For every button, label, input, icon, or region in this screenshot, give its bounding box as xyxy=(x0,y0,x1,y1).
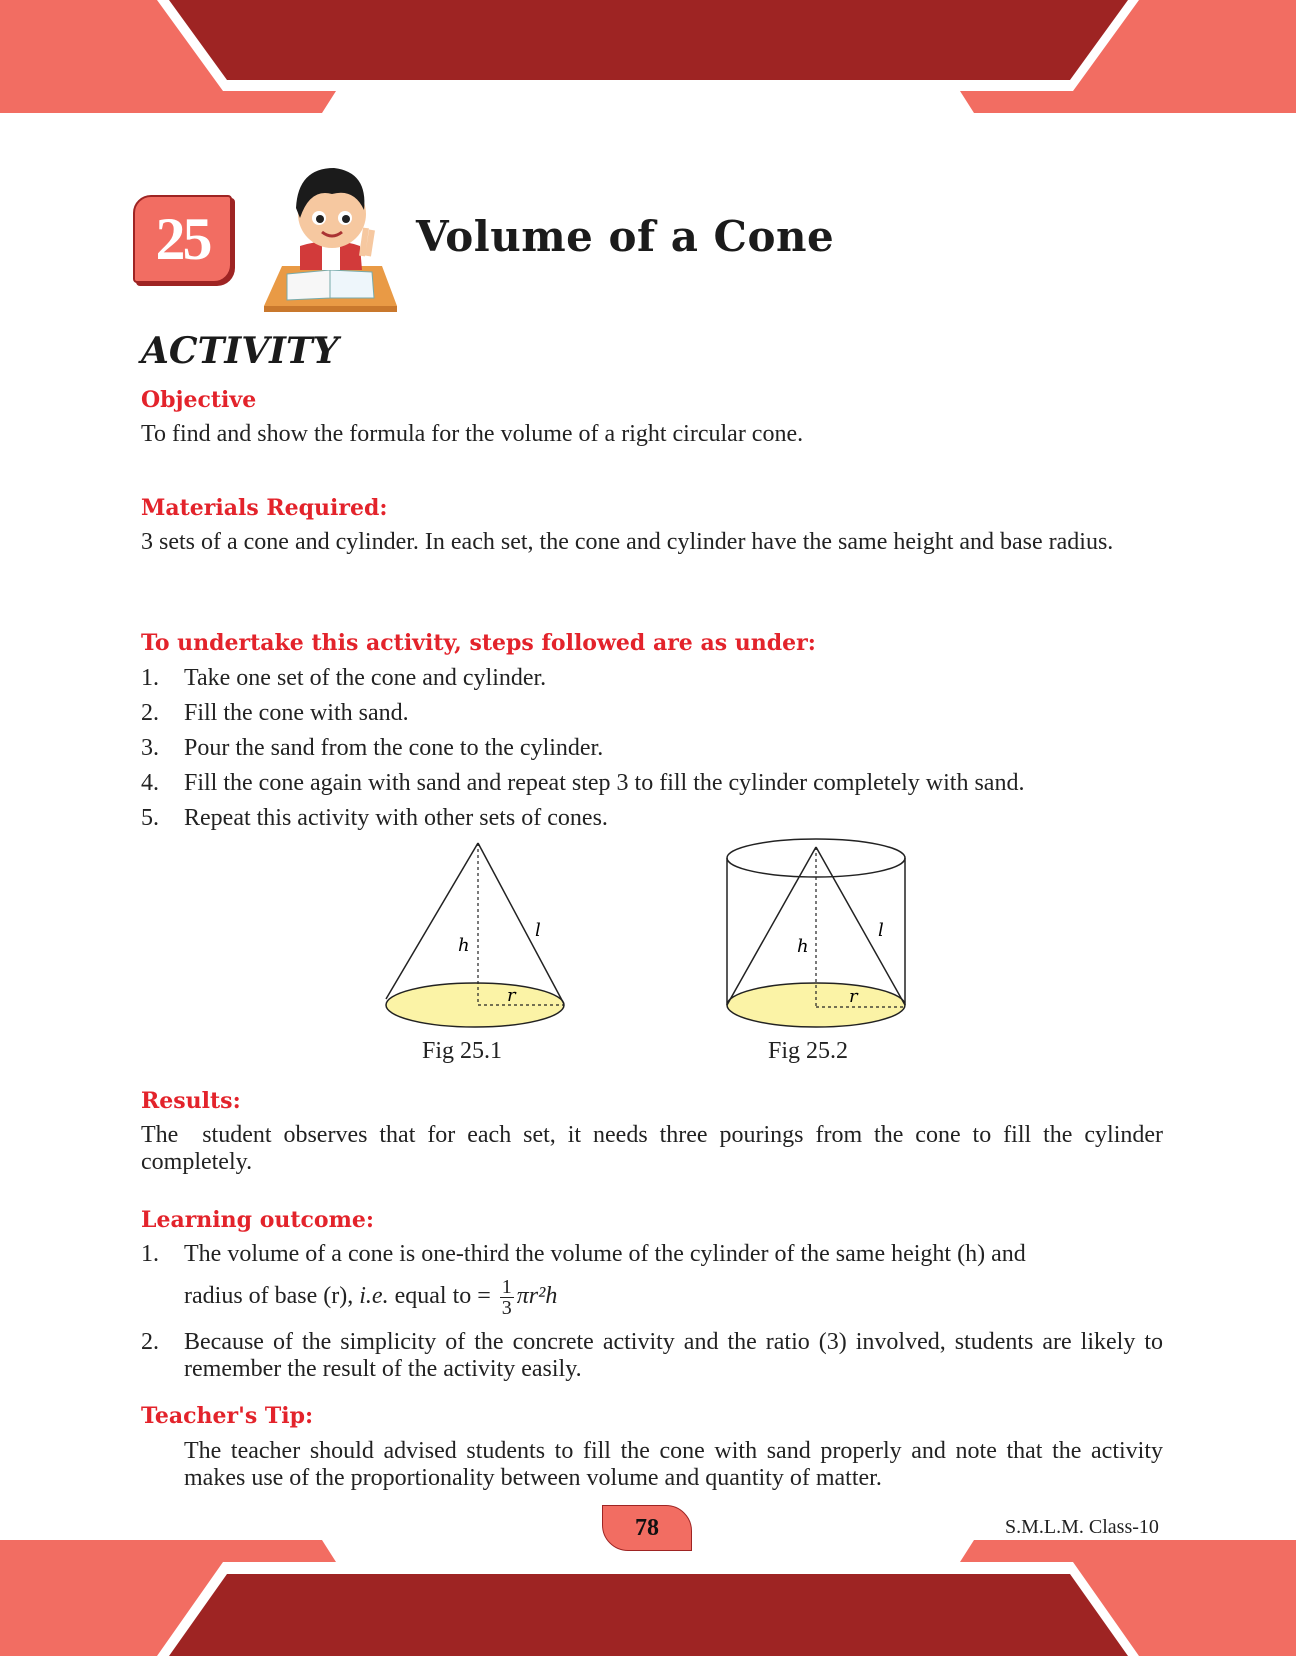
step-text: Pour the sand from the cone to the cylinder. xyxy=(184,735,604,761)
step-number: 4. xyxy=(141,770,159,796)
page-title: Volume of a Cone xyxy=(416,212,835,261)
results-text: The student observes that for each set, it needs three pourings from the cone to fill the cylinder completely. xyxy=(141,1122,1169,1175)
page-number: 78 xyxy=(602,1505,692,1551)
item-number: 2. xyxy=(141,1329,159,1355)
item-number: 1. xyxy=(141,1241,159,1267)
fraction-numerator: 1 xyxy=(501,1276,512,1298)
steps-heading: To undertake this activity, steps followed are as under: xyxy=(141,630,816,656)
top-banner xyxy=(0,0,1296,115)
fraction-denominator: 3 xyxy=(501,1297,512,1319)
tip-text: The teacher should advised students to fill the cone with sand properly and note that the activity makes use of the proportionality between volume and quantity of matter. xyxy=(184,1438,1163,1491)
figure-caption: Fig 25.1 xyxy=(422,1038,503,1064)
learning-heading: Learning outcome: xyxy=(141,1207,374,1233)
step-number: 2. xyxy=(141,700,159,726)
book-name: S.M.L.M. Class-10 xyxy=(1005,1516,1159,1538)
learning-text: Because of the simplicity of the concrete activity and the ratio (3) involved, students are likely to remember the result of the activity easily. xyxy=(184,1329,1163,1382)
step-text: Repeat this activity with other sets of cones. xyxy=(184,805,608,831)
formula-prefix: radius of base (r), xyxy=(184,1283,360,1310)
materials-text: 3 sets of a cone and cylinder. In each set, the cone and cylinder have the same height and base radius. xyxy=(141,529,1114,555)
slant-label: l xyxy=(535,920,541,941)
height-label: h xyxy=(797,936,809,957)
slant-label: l xyxy=(878,920,884,941)
formula: πr²h xyxy=(516,1283,558,1310)
step-text: Fill the cone again with sand and repeat step 3 to fill the cylinder completely with sand. xyxy=(184,770,1025,796)
learning-line: The volume of a cone is one-third the volume of the cylinder of the same height (h) and xyxy=(184,1241,1026,1267)
learning-formula-line xyxy=(184,1277,1163,1318)
radius-label: r xyxy=(507,985,516,1006)
objective-text: To find and show the formula for the volume of a right circular cone. xyxy=(141,421,804,447)
step-number: 1. xyxy=(141,665,159,691)
step-number: 3. xyxy=(141,735,159,761)
step-text: Fill the cone with sand. xyxy=(184,700,409,726)
cone-in-cylinder-figure xyxy=(720,835,920,1035)
equal-text: equal to = xyxy=(388,1283,497,1310)
boy-studying-illustration xyxy=(262,166,402,312)
materials-heading: Materials Required: xyxy=(141,495,388,521)
step-number: 5. xyxy=(141,805,159,831)
ie-text: i.e. xyxy=(359,1283,389,1310)
objective-heading: Objective xyxy=(141,387,257,413)
activity-heading: ACTIVITY xyxy=(141,330,339,372)
learning-item xyxy=(141,1329,1163,1389)
cone-figure xyxy=(380,835,580,1035)
results-heading: Results: xyxy=(141,1088,241,1114)
radius-label: r xyxy=(849,986,858,1007)
fraction xyxy=(500,1277,514,1318)
figure-caption: Fig 25.2 xyxy=(768,1038,849,1064)
chapter-number-badge: 25 xyxy=(133,195,232,283)
tip-heading: Teacher's Tip: xyxy=(141,1403,314,1429)
learning-item xyxy=(141,1241,1163,1319)
bottom-banner xyxy=(0,1540,1296,1656)
height-label: h xyxy=(458,935,470,956)
step-text: Take one set of the cone and cylinder. xyxy=(184,665,547,691)
